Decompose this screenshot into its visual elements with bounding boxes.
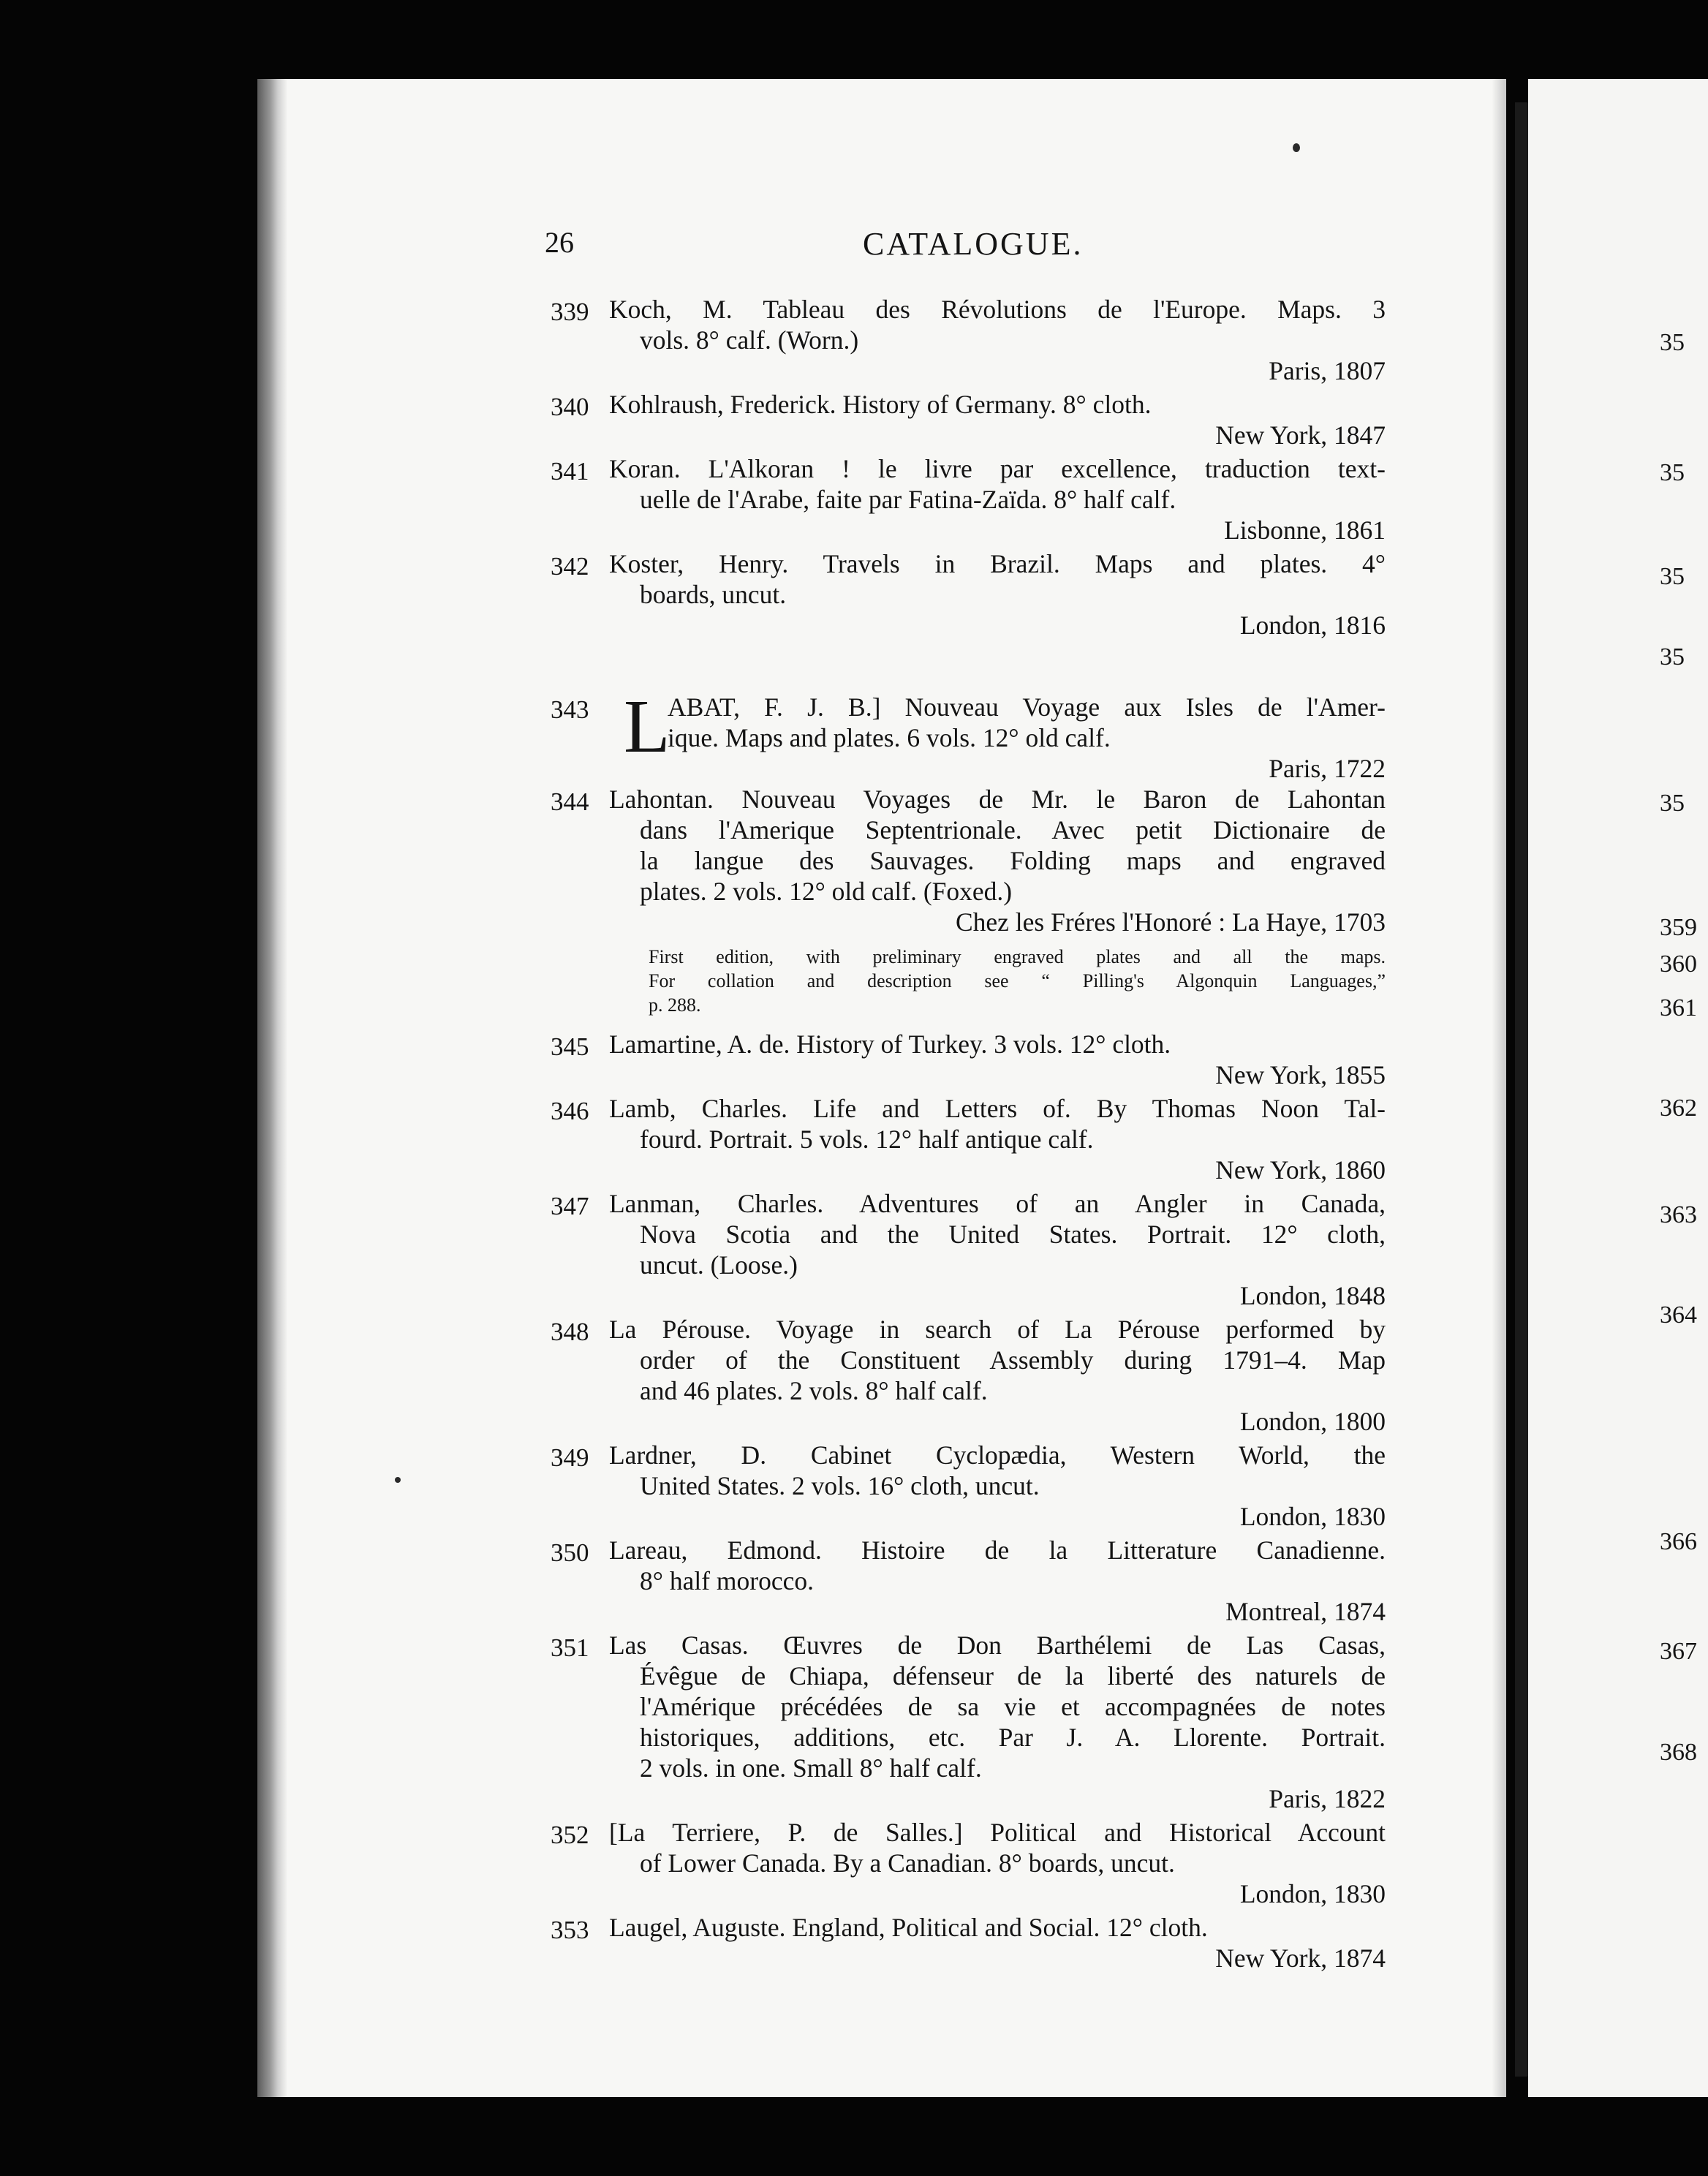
entry-description-line: 2 vols. in one. Small 8° half calf. [640, 1753, 982, 1783]
entry-number: 341 [551, 457, 589, 486]
entry-heading-line: Lamb, Charles. Life and Letters of. By Thomas Noon Tal- [609, 1094, 1386, 1123]
entry-imprint: Paris, 1822 [1269, 1784, 1386, 1813]
catalogue-entry [545, 784, 1386, 1017]
entry-imprint: London, 1800 [1239, 1407, 1386, 1436]
catalogue-entry [545, 1817, 1386, 1909]
entry-imprint: Paris, 1807 [1269, 356, 1386, 385]
entry-imprint: London, 1848 [1239, 1281, 1386, 1310]
entry-note-line: For collation and description see “ Pilling's Algonquin Languages,” [649, 970, 1386, 991]
entry-description-line: vols. 8° calf. (Worn.) [640, 325, 859, 355]
entry-number: 351 [551, 1633, 589, 1662]
entry-imprint: London, 1830 [1239, 1879, 1386, 1908]
catalogue-entry [545, 294, 1386, 386]
facing-entry-number: 35 [1660, 643, 1685, 670]
entry-imprint: New York, 1874 [1215, 1943, 1386, 1973]
paper-speck [395, 1477, 401, 1483]
entry-number: 350 [551, 1538, 589, 1567]
entry-number: 339 [551, 298, 589, 326]
entry-note [609, 945, 1386, 1017]
paper-speck [1293, 143, 1300, 152]
entry-heading-line: Koster, Henry. Travels in Brazil. Maps and plates. 4° [609, 549, 1386, 578]
entry-number: 345 [551, 1032, 589, 1061]
facing-entry-number: 359 [1660, 914, 1697, 941]
entry-heading-line: Koran. L'Alkoran ! le livre par excellence, traduction text- [609, 454, 1386, 483]
entry-heading-line: [La Terriere, P. de Salles.] Political and Historical Account [609, 1818, 1386, 1847]
running-title: CATALOGUE. [863, 226, 1084, 262]
entry-note-line: p. 288. [649, 994, 701, 1016]
entry-description-line: l'Amérique précédées de sa vie et accompagnées de notes [640, 1692, 1386, 1721]
entry-imprint: Montreal, 1874 [1225, 1597, 1386, 1626]
entry-description-line: Évêgue de Chiapa, défenseur de la liberté des naturels de [640, 1661, 1386, 1690]
entry-imprint: Lisbonne, 1861 [1224, 515, 1386, 545]
entry-number: 346 [551, 1097, 589, 1125]
drop-capital: L [624, 684, 670, 768]
entry-description-line: United States. 2 vols. 16° cloth, uncut. [640, 1471, 1040, 1500]
entry-heading-line: Lamartine, A. de. History of Turkey. 3 vols. 12° cloth. [609, 1030, 1171, 1059]
entry-imprint: New York, 1847 [1215, 420, 1386, 450]
catalogue-entry [545, 684, 1386, 784]
catalogue-entry [545, 1440, 1386, 1532]
catalogue-entry [545, 1093, 1386, 1185]
entry-description-line: uelle de l'Arabe, faite par Fatina-Zaïda. 8° half calf. [640, 485, 1176, 514]
entry-description-line: uncut. (Loose.) [640, 1250, 798, 1280]
entry-description-line: la langue des Sauvages. Folding maps and engraved [640, 846, 1386, 875]
entry-imprint: London, 1830 [1239, 1502, 1386, 1531]
catalogue-entry [545, 1535, 1386, 1627]
entry-heading-line: Kohlraush, Frederick. History of Germany. 8° cloth. [609, 390, 1152, 419]
entry-description-line: boards, uncut. [640, 580, 787, 609]
entry-description-line: of Lower Canada. By a Canadian. 8° boards, uncut. [640, 1848, 1175, 1878]
entry-number: 344 [551, 787, 589, 816]
facing-entry-number: 361 [1660, 994, 1697, 1021]
facing-entry-number: 360 [1660, 951, 1697, 978]
entry-note-line: First edition, with preliminary engraved plates and all the maps. [649, 946, 1386, 967]
facing-entry-number: 367 [1660, 1638, 1697, 1665]
entry-heading-line: Laugel, Auguste. England, Political and Social. 12° cloth. [609, 1913, 1208, 1942]
catalogue-entry [545, 1912, 1386, 1973]
facing-entry-number: 362 [1660, 1095, 1697, 1122]
entry-description-line: ique. Maps and plates. 6 vols. 12° old calf. [668, 723, 1111, 752]
facing-entry-number: 35 [1660, 459, 1685, 486]
entry-number: 349 [551, 1443, 589, 1472]
entry-description-line: and 46 plates. 2 vols. 8° half calf. [640, 1376, 988, 1405]
entry-imprint: London, 1816 [1239, 611, 1386, 640]
facing-page-entry-numbers [1660, 0, 1708, 2176]
entry-heading-line: Lardner, D. Cabinet Cyclopædia, Western World, the [609, 1440, 1386, 1470]
page-number: 26 [545, 226, 574, 259]
facing-entry-number: 364 [1660, 1302, 1697, 1329]
facing-entry-number: 35 [1660, 790, 1685, 817]
entry-number: 342 [551, 552, 589, 581]
facing-entry-number: 366 [1660, 1528, 1697, 1555]
facing-entry-number: 363 [1660, 1201, 1697, 1228]
catalogue-entry [545, 1314, 1386, 1437]
entry-imprint: Paris, 1722 [1269, 754, 1386, 783]
entry-description-line: historiques, additions, etc. Par J. A. Llorente. Portrait. [640, 1723, 1386, 1752]
page-header [545, 225, 1386, 276]
entry-heading-line: Lahontan. Nouveau Voyages de Mr. le Baron de Lahontan [609, 785, 1386, 814]
catalogue-entry [545, 1188, 1386, 1311]
catalogue-entry [545, 1630, 1386, 1814]
entry-heading-line: Koch, M. Tableau des Révolutions de l'Europe. Maps. 3 [609, 295, 1386, 324]
entry-number: 343 [551, 695, 589, 724]
catalogue-entry [545, 1029, 1386, 1090]
catalogue-entry [545, 453, 1386, 545]
entry-description-line: dans l'Amerique Septentrionale. Avec petit Dictionaire de [640, 815, 1386, 845]
catalogue-entries [545, 294, 1386, 1976]
catalogue-entry [545, 548, 1386, 641]
entry-heading-line: La Pérouse. Voyage in search of La Pérouse performed by [609, 1315, 1386, 1344]
page-gutter-shadow [257, 79, 287, 2097]
entry-number: 353 [551, 1916, 589, 1944]
catalogue-entry [545, 389, 1386, 450]
entry-imprint: New York, 1860 [1215, 1155, 1386, 1185]
entry-heading-line: ABAT, F. J. B.] Nouveau Voyage aux Isles de l'Amer- [668, 692, 1386, 722]
facing-entry-number: 368 [1660, 1739, 1697, 1766]
entry-description-line: plates. 2 vols. 12° old calf. (Foxed.) [640, 877, 1013, 906]
entry-heading-line: Lanman, Charles. Adventures of an Angler in Canada, [609, 1189, 1386, 1218]
entry-imprint: Chez les Fréres l'Honoré : La Haye, 1703 [955, 907, 1386, 937]
entry-imprint: New York, 1855 [1215, 1060, 1386, 1089]
entry-description-line: 8° half morocco. [640, 1566, 814, 1595]
entry-number: 340 [551, 393, 589, 421]
page-edge-shadow [1492, 79, 1506, 2097]
entry-number: 347 [551, 1192, 589, 1220]
entry-description-line: Nova Scotia and the United States. Portrait. 12° cloth, [640, 1220, 1386, 1249]
entry-description-line: fourd. Portrait. 5 vols. 12° half antique calf. [640, 1125, 1094, 1154]
facing-entry-number: 35 [1660, 329, 1685, 356]
entry-number: 348 [551, 1318, 589, 1346]
entry-heading-line: Lareau, Edmond. Histoire de la Litterature Canadienne. [609, 1535, 1386, 1565]
entry-heading-line: Las Casas. Œuvres de Don Barthélemi de Las Casas, [609, 1631, 1386, 1660]
entry-number: 352 [551, 1821, 589, 1849]
entry-description-line: order of the Constituent Assembly during 1791–4. Map [640, 1345, 1386, 1375]
facing-entry-number: 35 [1660, 563, 1685, 590]
